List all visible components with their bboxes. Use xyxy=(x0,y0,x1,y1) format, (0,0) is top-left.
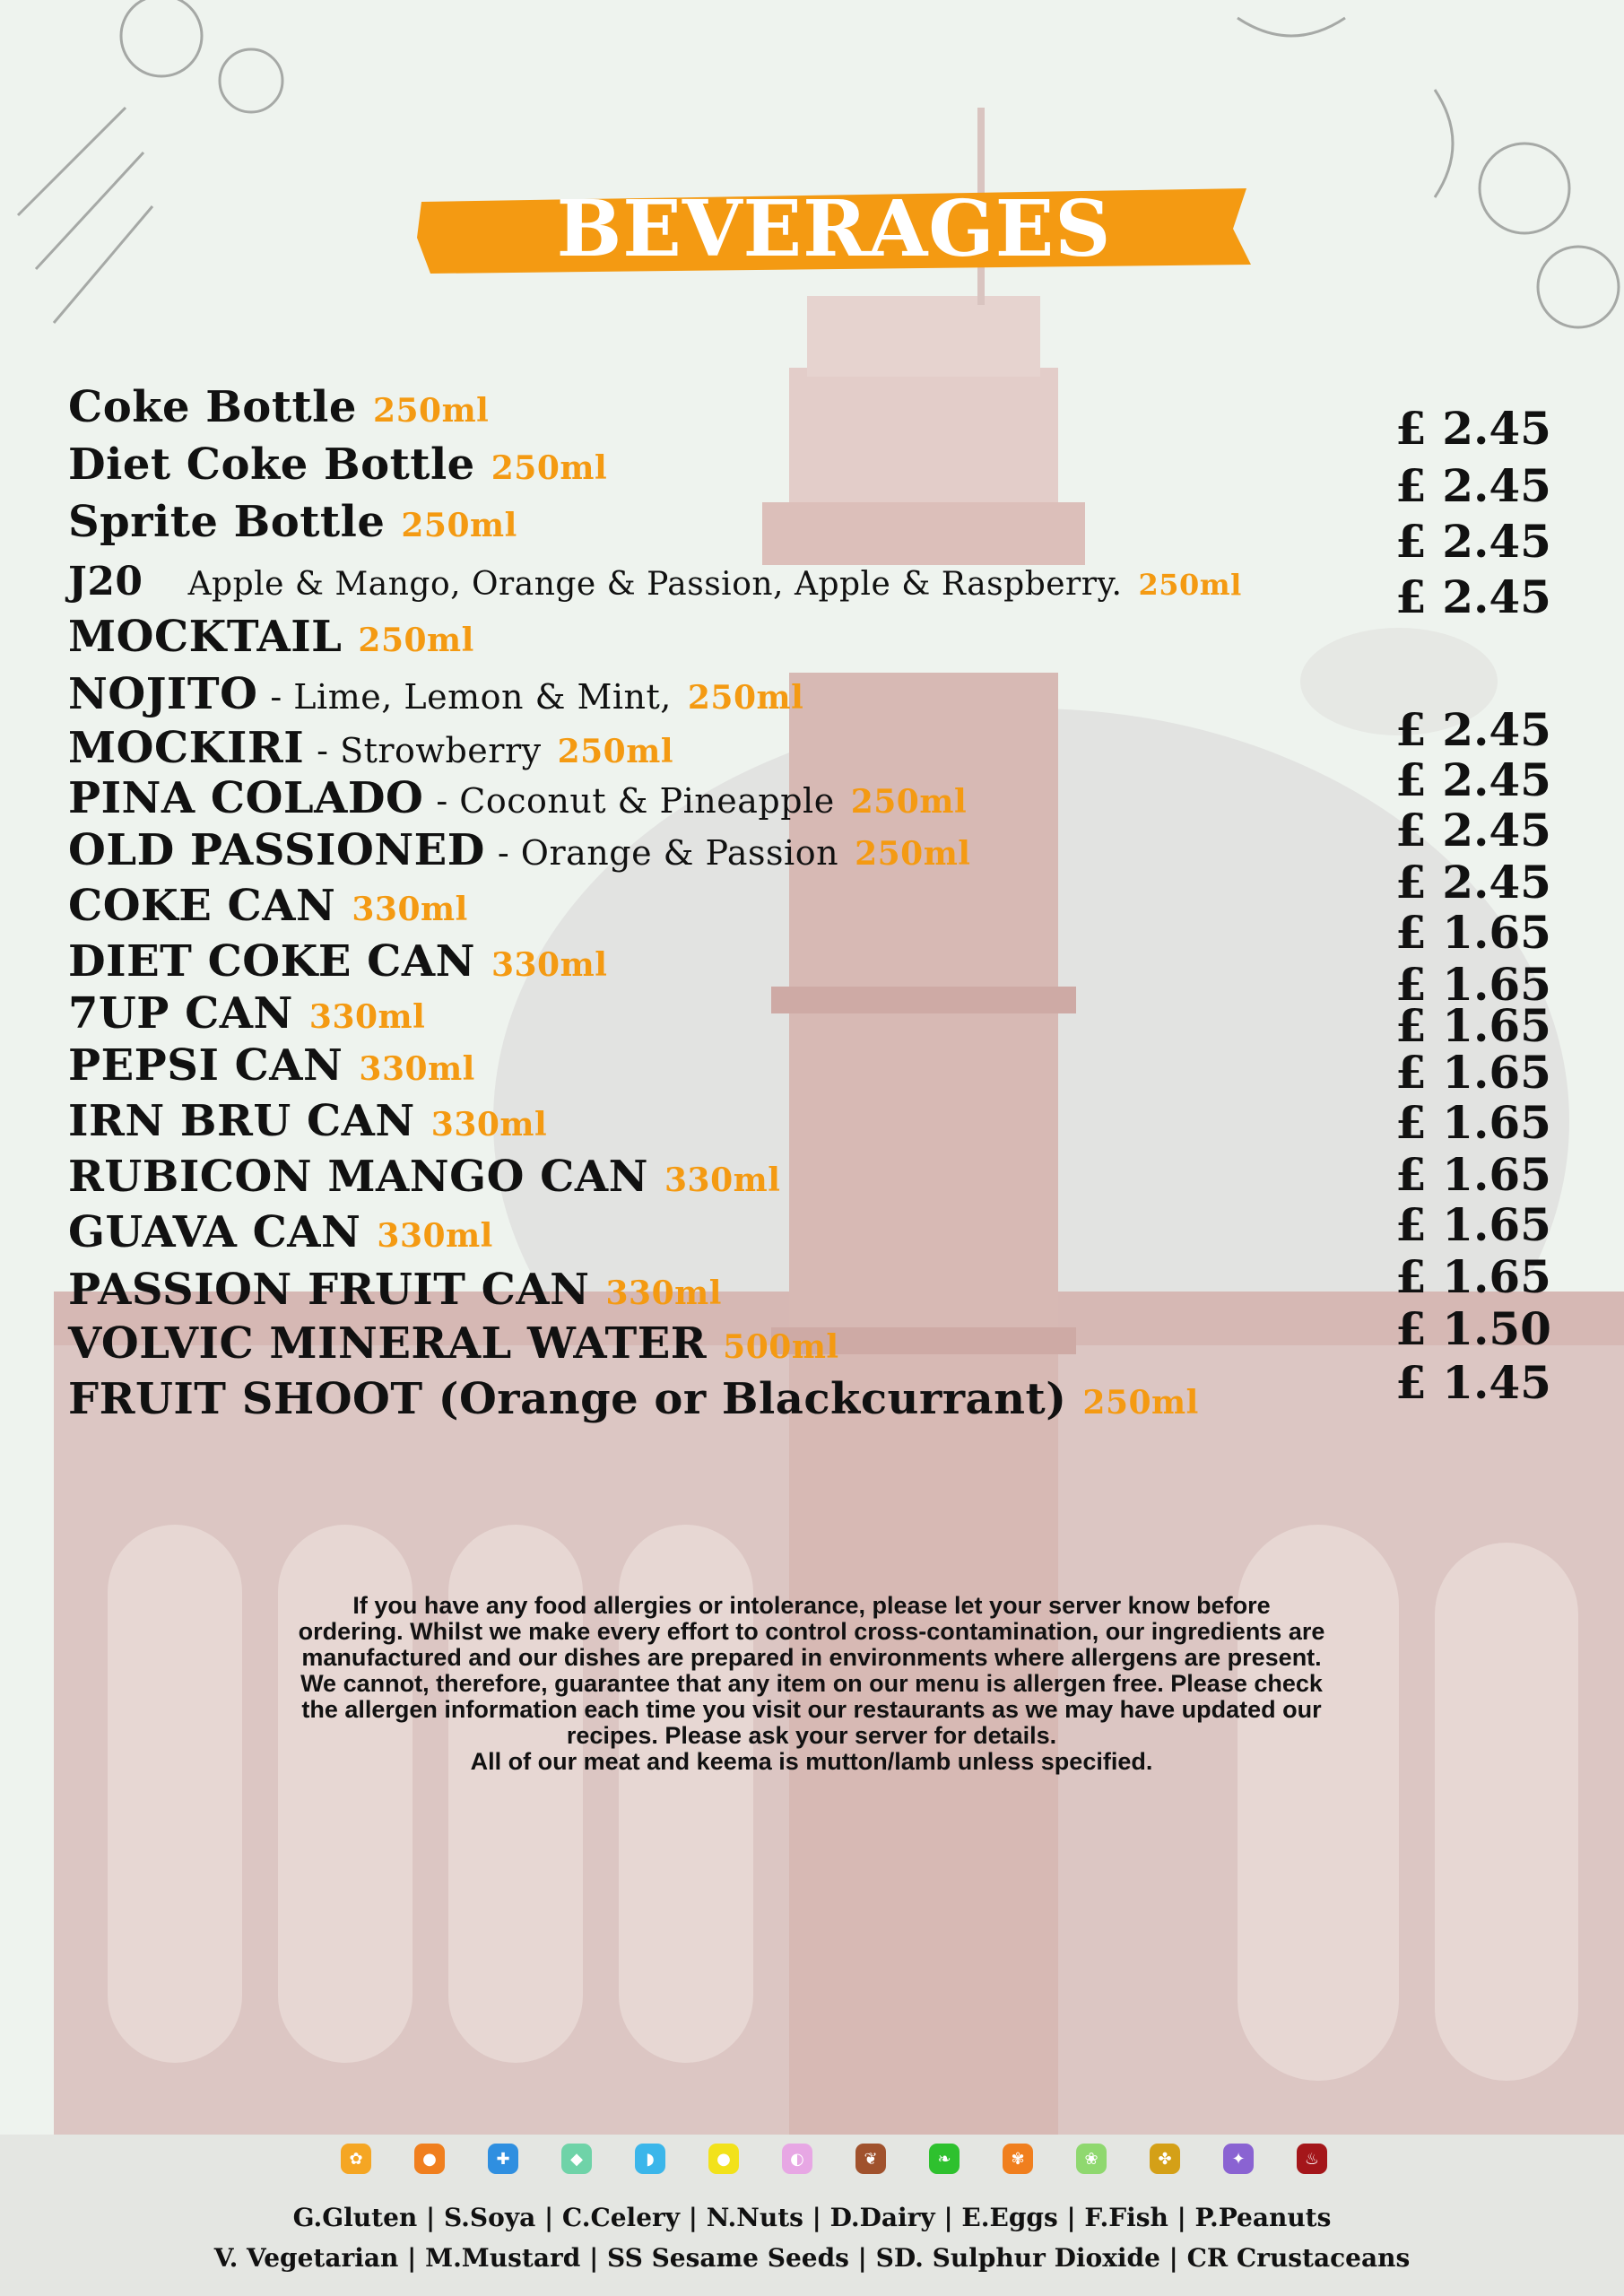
item-volume: 330ml xyxy=(430,1106,548,1144)
item-volume: 250ml xyxy=(1082,1384,1199,1422)
item-price: £ 2.45 xyxy=(1395,570,1551,623)
item-description: Apple & Mango, Orange & Passion, Apple & Raspberry. xyxy=(187,566,1123,603)
item-price: £ 1.65 xyxy=(1395,999,1551,1052)
item-price: £ 1.65 xyxy=(1395,1096,1551,1149)
item-name xyxy=(68,825,970,875)
item-volume: 250ml xyxy=(850,783,968,821)
item-name xyxy=(68,559,1242,604)
menu-item xyxy=(68,1250,1557,1322)
item-title: IRN BRU CAN xyxy=(68,1096,415,1146)
item-volume: 330ml xyxy=(308,998,426,1036)
menu-item xyxy=(68,439,1557,512)
item-description: - Coconut & Pineapple xyxy=(436,781,835,821)
header-banner xyxy=(413,166,1255,291)
item-volume: 330ml xyxy=(352,891,468,928)
item-price: £ 1.50 xyxy=(1395,1302,1551,1355)
item-title: PINA COLADO xyxy=(68,773,424,823)
item-description: - Orange & Passion xyxy=(497,833,839,873)
item-price: £ 1.65 xyxy=(1395,1198,1551,1251)
item-volume: 250ml xyxy=(855,835,971,873)
item-title: J20 xyxy=(68,559,143,604)
allergy-notice-line: recipes. Please ask your server for details. xyxy=(566,1722,1057,1749)
item-title: NOJITO xyxy=(68,669,258,719)
item-title: Diet Coke Bottle xyxy=(68,439,475,490)
menu-item xyxy=(68,382,1557,455)
milk-icon: ◐ xyxy=(782,2144,812,2174)
page-title: BEVERAGES xyxy=(556,183,1112,274)
menu-item xyxy=(68,1148,1557,1209)
mustard-icon: ✤ xyxy=(1150,2144,1180,2174)
item-title: VOLVIC MINERAL WATER xyxy=(68,1318,708,1369)
item-price: £ 1.65 xyxy=(1395,958,1551,1011)
item-price: £ 2.45 xyxy=(1395,459,1551,512)
allergy-notice-line: All of our meat and keema is mutton/lamb unless specified. xyxy=(470,1748,1153,1775)
menu-item xyxy=(68,1040,1557,1099)
item-name xyxy=(68,612,474,662)
item-description: - Lime, Lemon & Mint, xyxy=(270,677,672,717)
item-volume: 250ml xyxy=(358,622,474,659)
fish-icon: ◗ xyxy=(635,2144,665,2174)
item-price: £ 1.65 xyxy=(1395,906,1551,959)
item-name xyxy=(68,382,489,432)
allergy-notice-line: If you have any food allergies or intolerance, please let your server know before xyxy=(352,1592,1271,1619)
menu-item xyxy=(68,558,1557,623)
item-price: £ 2.45 xyxy=(1395,402,1551,455)
item-name xyxy=(68,669,803,719)
item-volume: 330ml xyxy=(377,1217,493,1255)
item-name xyxy=(68,1040,475,1091)
item-volume: 250ml xyxy=(491,449,608,487)
item-name xyxy=(68,439,607,490)
item-price: £ 2.45 xyxy=(1395,703,1551,756)
item-volume: 330ml xyxy=(605,1274,722,1312)
item-volume: 330ml xyxy=(359,1050,475,1088)
allergy-notice-line: the allergen information each time you visit our restaurants as we may have updated our xyxy=(301,1696,1322,1723)
item-title: MOCKTAIL xyxy=(68,612,343,662)
item-price: £ 1.65 xyxy=(1395,1148,1551,1201)
allergen-legend-line2: V. Vegetarian | M.Mustard | SS Sesame Seeds | SD. Sulphur Dioxide | CR Crustaceans xyxy=(213,2243,1411,2273)
item-price: £ 2.45 xyxy=(1395,804,1551,857)
menu-item xyxy=(68,1198,1557,1265)
item-title: RUBICON MANGO CAN xyxy=(68,1152,648,1202)
item-volume: 330ml xyxy=(491,946,608,984)
item-name xyxy=(68,1152,780,1202)
item-price: £ 2.45 xyxy=(1395,753,1551,806)
item-title: PEPSI CAN xyxy=(68,1040,343,1091)
menu-item xyxy=(68,1302,1557,1376)
item-name xyxy=(68,773,967,823)
item-name xyxy=(68,497,517,547)
sesame-icon: ✾ xyxy=(1003,2144,1033,2174)
item-price: £ 2.45 xyxy=(1395,856,1551,909)
item-name xyxy=(68,881,468,931)
eggs-icon: ● xyxy=(708,2144,739,2174)
item-title: FRUIT SHOOT (Orange or Blackcurrant) xyxy=(68,1374,1067,1424)
item-title: DIET COKE CAN xyxy=(68,936,475,987)
lupin-icon: ✦ xyxy=(1223,2144,1254,2174)
menu-item xyxy=(68,612,1557,669)
gluten-icon: ✿ xyxy=(341,2144,371,2174)
item-volume: 250ml xyxy=(372,392,490,430)
item-name xyxy=(68,988,425,1039)
crustaceans-icon: ✚ xyxy=(488,2144,518,2174)
item-name xyxy=(68,1374,1199,1424)
item-title: Coke Bottle xyxy=(68,382,357,432)
menu-item xyxy=(68,936,1557,1011)
item-price: £ 1.65 xyxy=(1395,1046,1551,1099)
item-title: Sprite Bottle xyxy=(68,497,386,547)
item-title: 7UP CAN xyxy=(68,988,293,1039)
allergy-notice-line: ordering. Whilst we make every effort to control cross-contamination, our ingredients are xyxy=(298,1618,1325,1645)
item-price: £ 1.65 xyxy=(1395,1250,1551,1303)
allergen-legend-line1: G.Gluten | S.Soya | C.Celery | N.Nuts | D.Dairy | E.Eggs | F.Fish | P.Peanuts xyxy=(292,2203,1332,2232)
item-description: - Strowberry xyxy=(317,731,542,770)
item-volume: 250ml xyxy=(557,733,673,770)
menu-item xyxy=(68,497,1557,568)
item-volume: 250ml xyxy=(687,679,804,717)
menu-item xyxy=(68,1356,1557,1431)
cereal-icon: ❦ xyxy=(855,2144,886,2174)
celery-icon: ❧ xyxy=(929,2144,960,2174)
item-name xyxy=(68,936,607,987)
item-name xyxy=(68,1096,547,1146)
item-price: £ 1.45 xyxy=(1395,1356,1551,1409)
sulphur-icon: ♨ xyxy=(1297,2144,1327,2174)
item-name xyxy=(68,1207,493,1257)
item-volume: 250ml xyxy=(1138,568,1242,602)
menu-item xyxy=(68,988,1557,1052)
allergy-notice-line: manufactured and our dishes are prepared in environments where allergens are present. xyxy=(301,1644,1322,1671)
molluscs-icon: ◆ xyxy=(561,2144,592,2174)
allergy-notice xyxy=(215,1593,1408,1775)
item-title: MOCKIRI xyxy=(68,723,305,773)
item-price: £ 2.45 xyxy=(1395,515,1551,568)
item-name xyxy=(68,1318,839,1369)
item-name xyxy=(68,723,673,773)
item-title: OLD PASSIONED xyxy=(68,825,485,875)
menu-item xyxy=(68,1096,1557,1153)
item-title: PASSION FRUIT CAN xyxy=(68,1265,590,1315)
item-volume: 500ml xyxy=(723,1328,839,1366)
allergy-notice-line: We cannot, therefore, guarantee that any item on our menu is allergen free. Please check xyxy=(300,1670,1323,1697)
soya-icon: ● xyxy=(414,2144,445,2174)
celery-leaf-icon: ❀ xyxy=(1076,2144,1107,2174)
item-title: GUAVA CAN xyxy=(68,1207,361,1257)
item-volume: 330ml xyxy=(664,1161,781,1199)
item-name xyxy=(68,1265,722,1315)
item-volume: 250ml xyxy=(401,507,517,544)
allergen-icons xyxy=(341,2144,1327,2179)
item-title: COKE CAN xyxy=(68,881,336,931)
